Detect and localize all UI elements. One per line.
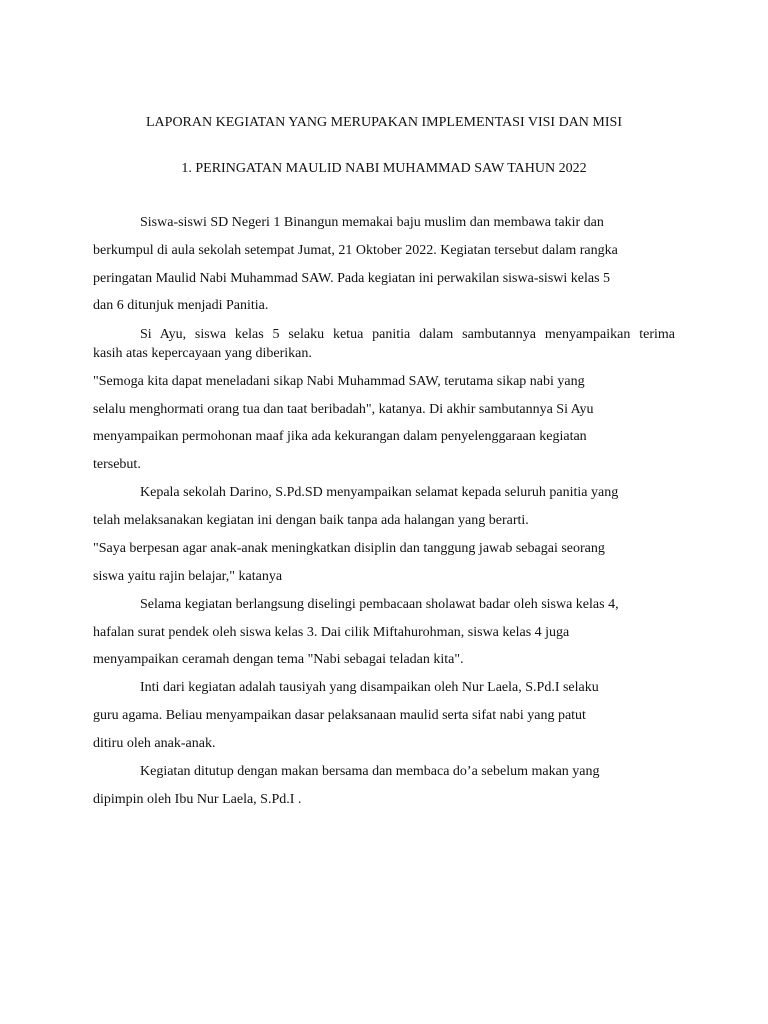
paragraph-line: "Saya berpesan agar anak-anak meningkatkan disiplin dan tanggung jawab sebagai seorang [93,541,605,556]
paragraph-line: Inti dari kegiatan adalah tausiyah yang disampaikan oleh Nur Laela, S.Pd.I selaku [140,680,599,695]
paragraph-line: ditiru oleh anak-anak. [93,736,216,751]
paragraph-line: Siswa-siswi SD Negeri 1 Binangun memakai baju muslim dan membawa takir dan [140,215,604,230]
paragraph-line: "Semoga kita dapat meneladani sikap Nabi Muhammad SAW, terutama sikap nabi yang [93,374,585,389]
document-title: LAPORAN KEGIATAN YANG MERUPAKAN IMPLEMENTASI VISI DAN MISI [146,115,622,130]
document-subtitle: 1. PERINGATAN MAULID NABI MUHAMMAD SAW TAHUN 2022 [181,161,587,176]
paragraph-line: dan 6 ditunjuk menjadi Panitia. [93,298,269,313]
paragraph-line: Si Ayu, siswa kelas 5 selaku ketua panitia dalam sambutannya menyampaikan terima [140,327,675,342]
paragraph-line: peringatan Maulid Nabi Muhammad SAW. Pada kegiatan ini perwakilan siswa-siswi kelas 5 [93,271,611,286]
paragraph-line: telah melaksanakan kegiatan ini dengan baik tanpa ada halangan yang berarti. [93,513,529,528]
paragraph-line: menyampaikan permohonan maaf jika ada kekurangan dalam penyelenggaraan kegiatan [93,429,587,444]
paragraph-line: Kegiatan ditutup dengan makan bersama dan membaca do’a sebelum makan yang [140,764,600,779]
paragraph-line: tersebut. [93,457,141,472]
paragraph-line: hafalan surat pendek oleh siswa kelas 3. Dai cilik Miftahurohman, siswa kelas 4 juga [93,625,570,640]
paragraph-line: siswa yaitu rajin belajar," katanya [93,569,283,584]
paragraph-line: kasih atas kepercayaan yang diberikan. [93,346,312,361]
paragraph-line: dipimpin oleh Ibu Nur Laela, S.Pd.I . [93,792,302,807]
paragraph-line: Selama kegiatan berlangsung diselingi pembacaan sholawat badar oleh siswa kelas 4, [140,597,619,612]
paragraph-line: menyampaikan ceramah dengan tema "Nabi sebagai teladan kita". [93,652,464,667]
paragraph-line: selalu menghormati orang tua dan taat beribadah", katanya. Di akhir sambutannya Si Ayu [93,402,594,417]
paragraph-line: guru agama. Beliau menyampaikan dasar pelaksanaan maulid serta sifat nabi yang patut [93,708,586,723]
paragraph-line: Kepala sekolah Darino, S.Pd.SD menyampaikan selamat kepada seluruh panitia yang [140,485,619,500]
paragraph-line: berkumpul di aula sekolah setempat Jumat, 21 Oktober 2022. Kegiatan tersebut dalam rangka [93,243,618,258]
